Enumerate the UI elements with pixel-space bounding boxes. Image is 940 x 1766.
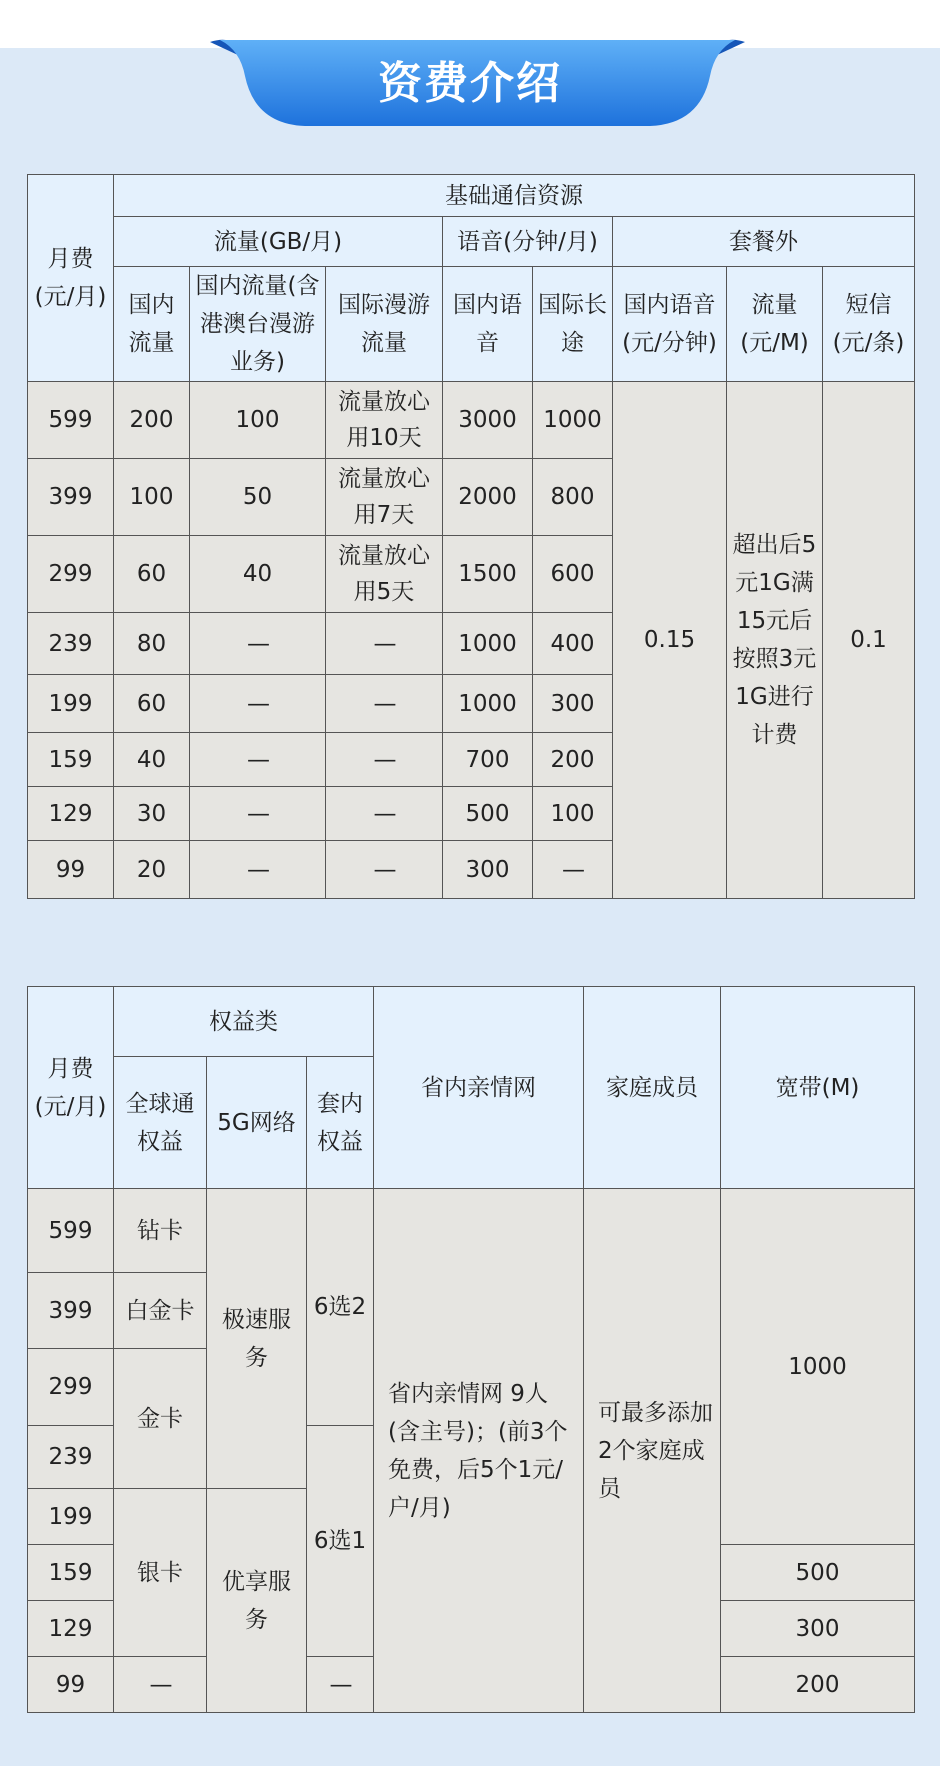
- table-row: [28, 382, 915, 459]
- header-monthly-fee: 月费(元/月): [28, 987, 114, 1189]
- fee-cell: 239: [28, 1426, 114, 1489]
- ld-cell: —: [533, 841, 613, 899]
- package-6-choose-2: 6选2: [307, 1189, 374, 1426]
- hk-data-cell: —: [190, 733, 326, 787]
- header-extra-voice: 国内语音(元/分钟): [613, 267, 727, 382]
- fee-cell: 129: [28, 1601, 114, 1657]
- header-basic-resources: 基础通信资源: [114, 175, 915, 217]
- ld-cell: 1000: [533, 382, 613, 459]
- voice-cell: 2000: [443, 459, 533, 536]
- header-sms: 短信(元/条): [823, 267, 915, 382]
- fee-cell: 199: [28, 675, 114, 733]
- ld-cell: 400: [533, 613, 613, 675]
- fee-cell: 239: [28, 613, 114, 675]
- header-package-rights: 套内权益: [307, 1057, 374, 1189]
- fee-cell: 99: [28, 1657, 114, 1713]
- header-global-rights: 全球通权益: [114, 1057, 207, 1189]
- header-monthly-fee: 月费(元/月): [28, 175, 114, 382]
- hk-data-cell: 100: [190, 382, 326, 459]
- dom-data-cell: 30: [114, 787, 190, 841]
- fee-cell: 129: [28, 787, 114, 841]
- intl-data-cell: —: [326, 675, 443, 733]
- fee-cell: 99: [28, 841, 114, 899]
- header-domestic-data-hk: 国内流量(含港澳台漫游业务): [190, 267, 326, 382]
- intl-data-cell: —: [326, 787, 443, 841]
- intl-data-cell: 流量放心用5天: [326, 536, 443, 613]
- header-5g-network: 5G网络: [207, 1057, 307, 1189]
- dom-data-cell: 60: [114, 536, 190, 613]
- hk-data-cell: —: [190, 675, 326, 733]
- voice-cell: 1000: [443, 675, 533, 733]
- dom-data-cell: 80: [114, 613, 190, 675]
- intl-data-cell: 流量放心用7天: [326, 459, 443, 536]
- header-extra-data: 流量(元/M): [727, 267, 823, 382]
- header-family-member: 家庭成员: [584, 987, 721, 1189]
- global-silver-card: 银卡: [114, 1489, 207, 1657]
- hk-data-cell: 40: [190, 536, 326, 613]
- package-6-choose-1: 6选1: [307, 1426, 374, 1657]
- hk-data-cell: —: [190, 613, 326, 675]
- header-rights: 权益类: [114, 987, 374, 1057]
- intl-data-cell: 流量放心用10天: [326, 382, 443, 459]
- dom-data-cell: 20: [114, 841, 190, 899]
- ld-cell: 200: [533, 733, 613, 787]
- dom-data-cell: 40: [114, 733, 190, 787]
- intl-data-cell: —: [326, 733, 443, 787]
- ld-cell: 800: [533, 459, 613, 536]
- 5g-premium-service: 优享服务: [207, 1489, 307, 1713]
- broadband-300: 300: [721, 1601, 915, 1657]
- intl-data-cell: —: [326, 841, 443, 899]
- extra-voice-value: 0.15: [613, 382, 727, 899]
- global-gold-card: 金卡: [114, 1349, 207, 1489]
- ld-cell: 300: [533, 675, 613, 733]
- broadband-200: 200: [721, 1657, 915, 1713]
- fee-cell: 399: [28, 1273, 114, 1349]
- voice-cell: 1500: [443, 536, 533, 613]
- dom-data-cell: 60: [114, 675, 190, 733]
- voice-cell: 3000: [443, 382, 533, 459]
- voice-cell: 500: [443, 787, 533, 841]
- fee-cell: 399: [28, 459, 114, 536]
- hk-data-cell: 50: [190, 459, 326, 536]
- 5g-fast-service: 极速服务: [207, 1189, 307, 1489]
- sms-value: 0.1: [823, 382, 915, 899]
- header-family-net: 省内亲情网: [374, 987, 584, 1189]
- broadband-1000: 1000: [721, 1189, 915, 1545]
- family-member-text: 可最多添加 2个家庭成员: [584, 1189, 721, 1713]
- header-broadband: 宽带(M): [721, 987, 915, 1189]
- fee-cell: 159: [28, 733, 114, 787]
- global-none: —: [114, 1657, 207, 1713]
- fee-cell: 299: [28, 1349, 114, 1426]
- dom-data-cell: 200: [114, 382, 190, 459]
- ld-cell: 600: [533, 536, 613, 613]
- family-net-text: 省内亲情网 9人(含主号)；(前3个免费，后5个1元/户/月): [374, 1189, 584, 1713]
- header-domestic-voice: 国内语音: [443, 267, 533, 382]
- header-data: 流量(GB/月): [114, 217, 443, 267]
- fee-cell: 599: [28, 1189, 114, 1273]
- fee-cell: 159: [28, 1545, 114, 1601]
- global-platinum-card: 白金卡: [114, 1273, 207, 1349]
- voice-cell: 300: [443, 841, 533, 899]
- ld-cell: 100: [533, 787, 613, 841]
- header-voice: 语音(分钟/月): [443, 217, 613, 267]
- voice-cell: 1000: [443, 613, 533, 675]
- dom-data-cell: 100: [114, 459, 190, 536]
- global-diamond-card: 钻卡: [114, 1189, 207, 1273]
- fee-cell: 299: [28, 536, 114, 613]
- header-domestic-data: 国内流量: [114, 267, 190, 382]
- page-title: 资费介绍: [378, 58, 562, 109]
- package-none: —: [307, 1657, 374, 1713]
- header-intl-long-distance: 国际长途: [533, 267, 613, 382]
- tariff-rights-table: [27, 986, 915, 1713]
- extra-data-value: 超出后5元1G满15元后按照3元1G进行计费: [727, 382, 823, 899]
- voice-cell: 700: [443, 733, 533, 787]
- header-intl-roaming: 国际漫游流量: [326, 267, 443, 382]
- fee-cell: 199: [28, 1489, 114, 1545]
- hk-data-cell: —: [190, 787, 326, 841]
- header-extra: 套餐外: [613, 217, 915, 267]
- broadband-500: 500: [721, 1545, 915, 1601]
- fee-cell: 599: [28, 382, 114, 459]
- tariff-basic-table: [27, 174, 915, 899]
- table-row: [28, 1189, 915, 1273]
- hk-data-cell: —: [190, 841, 326, 899]
- intl-data-cell: —: [326, 613, 443, 675]
